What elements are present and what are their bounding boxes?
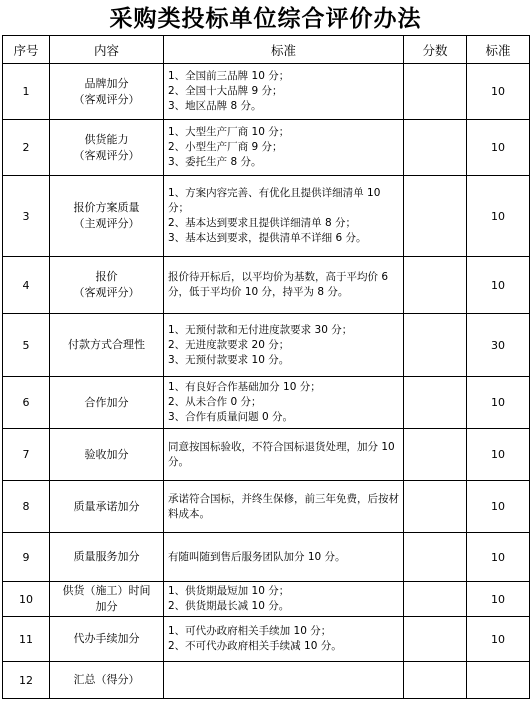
content-line: 品牌加分 [84, 76, 129, 90]
score-cell[interactable] [404, 662, 467, 699]
content-line: 验收加分 [84, 447, 129, 461]
score-cell[interactable] [404, 582, 467, 617]
standard-line: 2、不可代办政府相关手续减 10 分。 [168, 640, 342, 652]
row-number: 1 [3, 64, 50, 120]
standard-line: 承诺符合国标，并终生保修，前三年免费，后按材料成本。 [168, 492, 399, 520]
standard-line: 3、地区品牌 8 分。 [168, 100, 262, 112]
row-number: 9 [3, 533, 50, 582]
table-row [3, 533, 530, 582]
base-score: 10 [467, 64, 530, 120]
base-score: 10 [467, 176, 530, 257]
content-line: 合作加分 [84, 395, 129, 409]
row-content [50, 176, 164, 257]
content-line: 质量承诺加分 [73, 499, 140, 513]
standard-line: 1、大型生产厂商 10 分； [168, 126, 290, 138]
row-number: 7 [3, 429, 50, 481]
row-number: 11 [3, 617, 50, 662]
standard-line: 3、合作有质量问题 0 分。 [168, 411, 294, 423]
content-line: （客观评分） [73, 92, 140, 106]
row-standard [164, 662, 404, 699]
score-cell[interactable] [404, 257, 467, 314]
row-content [50, 64, 164, 120]
standard-line: 1、有良好合作基础加分 10 分； [168, 381, 321, 393]
content-line: （客观评分） [73, 286, 140, 299]
content-line: 质量服务加分 [73, 550, 140, 563]
row-content [50, 429, 164, 481]
standard-line: 1、供货期最短加 10 分； [168, 585, 290, 597]
standard-line: 2、小型生产厂商 9 分； [168, 141, 283, 153]
standard-line: 2、供货期最长减 10 分。 [168, 600, 290, 612]
score-cell[interactable] [404, 533, 467, 582]
row-content [50, 582, 164, 617]
row-content [50, 120, 164, 176]
score-cell[interactable] [404, 617, 467, 662]
header-content: 内容 [50, 36, 164, 64]
header-base: 标准 [467, 36, 530, 64]
base-score: 10 [467, 582, 530, 617]
standard-line: 有随叫随到售后服务团队加分 10 分。 [168, 550, 346, 563]
content-line: 代办手续加分 [73, 632, 140, 645]
base-score: 10 [467, 533, 530, 582]
header-standard: 标准 [164, 36, 404, 64]
row-content [50, 533, 164, 582]
row-standard [164, 582, 404, 617]
row-standard [164, 429, 404, 481]
table-body [3, 64, 530, 699]
table-row [3, 176, 530, 257]
row-standard [164, 481, 404, 533]
row-content [50, 377, 164, 429]
base-score: 10 [467, 257, 530, 314]
row-standard [164, 314, 404, 377]
base-score: 30 [467, 314, 530, 377]
score-cell[interactable] [404, 314, 467, 377]
standard-line: 2、全国十大品牌 9 分； [168, 85, 283, 97]
evaluation-table [2, 35, 530, 699]
row-content [50, 257, 164, 314]
row-content [50, 617, 164, 662]
row-number: 8 [3, 481, 50, 533]
table-row [3, 314, 530, 377]
content-line: 付款方式合理性 [68, 338, 145, 351]
content-line: （主观评分） [73, 217, 140, 230]
table-row [3, 429, 530, 481]
row-standard [164, 377, 404, 429]
content-line: 供货（施工）时间 [62, 584, 151, 597]
content-line: 报价方案质量 [73, 201, 140, 214]
row-standard [164, 176, 404, 257]
row-number: 4 [3, 257, 50, 314]
table-row [3, 120, 530, 176]
base-score: 10 [467, 377, 530, 429]
standard-line: 1、全国前三品牌 10 分； [168, 70, 290, 82]
score-cell[interactable] [404, 429, 467, 481]
row-standard [164, 120, 404, 176]
row-number: 10 [3, 582, 50, 617]
header-no: 序号 [3, 36, 50, 64]
score-cell[interactable] [404, 481, 467, 533]
standard-line: 报价待开标后，以平均价为基数，高于平均价 6 分，低于平均价 10 分，持平为 8 分。 [168, 271, 389, 298]
standard-line: 1、方案内容完善、有优化且提供详细清单 10 分； [168, 187, 381, 214]
content-line: 汇总（得分） [73, 673, 140, 686]
table-row [3, 377, 530, 429]
table-row [3, 662, 530, 699]
standard-line: 3、委托生产 8 分。 [168, 156, 262, 168]
row-number: 6 [3, 377, 50, 429]
base-score: 10 [467, 617, 530, 662]
row-standard [164, 64, 404, 120]
document-title: 采购类投标单位综合评价办法 [109, 5, 422, 32]
header-score: 分数 [404, 36, 467, 64]
row-number: 2 [3, 120, 50, 176]
base-score [467, 662, 530, 699]
row-content [50, 314, 164, 377]
row-standard [164, 617, 404, 662]
content-line: （客观评分） [73, 148, 140, 162]
table-row [3, 582, 530, 617]
table-header-row [3, 36, 530, 64]
score-cell[interactable] [404, 120, 467, 176]
row-standard [164, 533, 404, 582]
standard-line: 3、无预付款要求 10 分。 [168, 353, 290, 366]
row-number: 5 [3, 314, 50, 377]
row-number: 12 [3, 662, 50, 699]
standard-line: 同意按国标验收，不符合国标退货处理，加分 10 分。 [168, 440, 395, 468]
base-score: 10 [467, 429, 530, 481]
standard-line: 1、无预付款和无付进度款要求 30 分； [168, 323, 353, 336]
standard-line: 2、从未合作 0 分； [168, 396, 262, 408]
score-cell[interactable] [404, 377, 467, 429]
table-row [3, 481, 530, 533]
standard-line: 3、基本达到要求，提供清单不详细 6 分。 [168, 232, 367, 244]
table-row [3, 617, 530, 662]
row-number: 3 [3, 176, 50, 257]
content-line: 报价 [95, 270, 118, 283]
row-content [50, 662, 164, 699]
table-row [3, 257, 530, 314]
score-cell[interactable] [404, 64, 467, 120]
content-line: 加分 [95, 600, 118, 613]
base-score: 10 [467, 481, 530, 533]
row-content [50, 481, 164, 533]
score-cell[interactable] [404, 176, 467, 257]
standard-line: 1、可代办政府相关手续加 10 分； [168, 625, 332, 637]
content-line: 供货能力 [84, 132, 129, 146]
standard-line: 2、基本达到要求且提供详细清单 8 分； [168, 217, 357, 229]
row-standard [164, 257, 404, 314]
base-score: 10 [467, 120, 530, 176]
standard-line: 2、无进度款要求 20 分； [168, 338, 290, 351]
table-row [3, 64, 530, 120]
